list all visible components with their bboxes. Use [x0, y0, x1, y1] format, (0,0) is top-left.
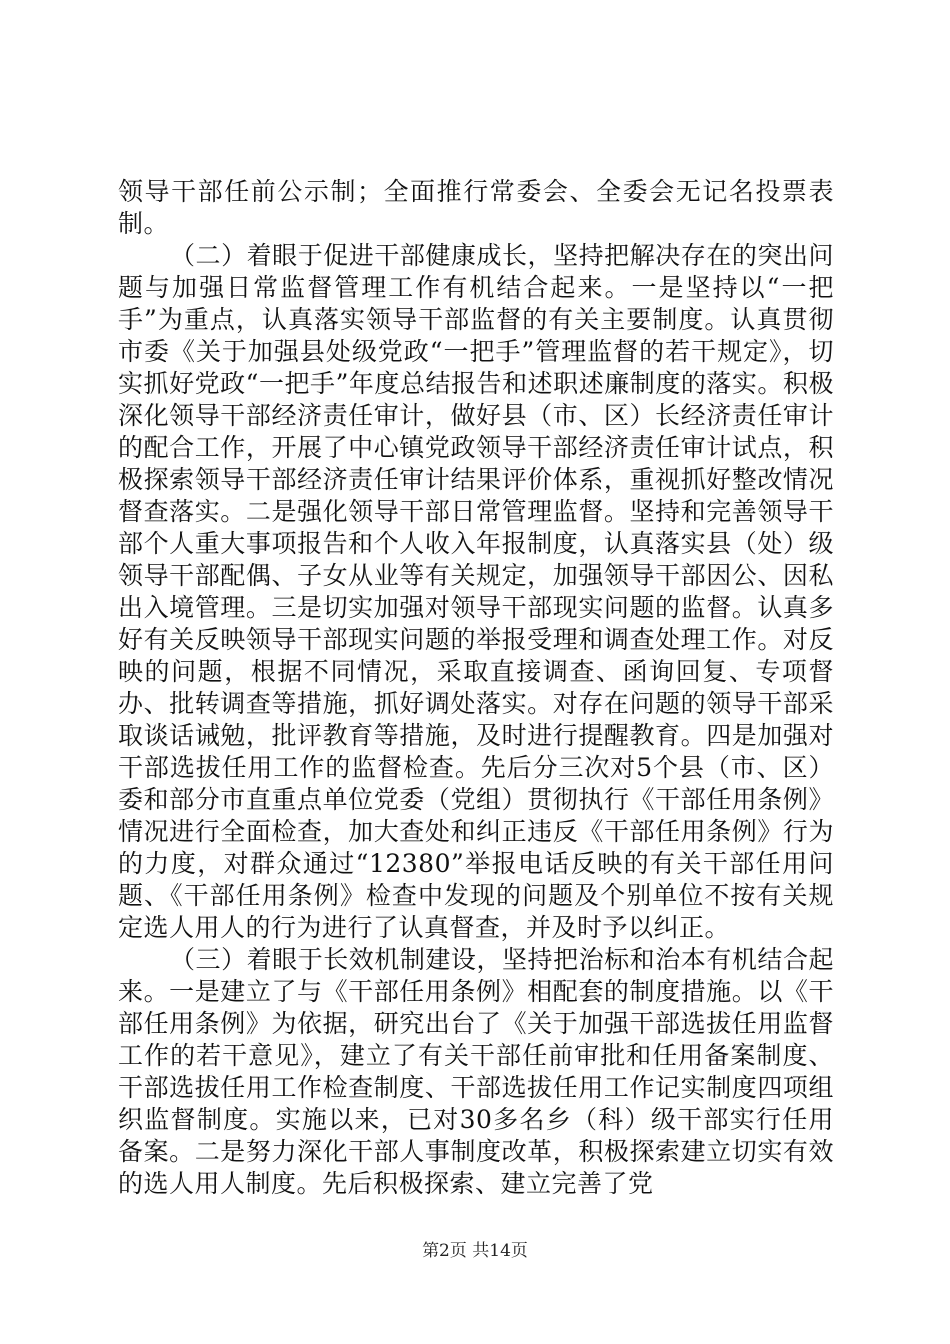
document-body	[118, 176, 834, 1200]
page-number-label: 第2页 共14页	[422, 1241, 528, 1261]
paragraph-1: 领导干部任前公示制；全面推行常委会、全委会无记名投票表制。	[118, 177, 834, 238]
paragraph-2: （二）着眼于促进干部健康成长，坚持把解决存在的突出问题与加强日常监督管理工作有机结合起来。一是坚持以“一把手”为重点，认真落实领导干部监督的有关主要制度。认真贯彻市委《关于加强县处级党政“一把手”管理监督的若干规定》，切实抓好党政“一把手”年度总结报告和述职述廉制度的落实。积极深化领导干部经济责任审计，做好县（市、区）长经济责任审计的配合工作，开展了中心镇党政领导干部经济责任审计试点，积极探索领导干部经济责任审计结果评价体系，重视抓好整改情况督查落实。二是强化领导干部日常管理监督。坚持和完善领导干部个人重大事项报告和个人收入年报制度，认真落实县（处）级领导干部配偶、子女从业等有关规定，加强领导干部因公、因私出入境管理。三是切实加强对领导干部现实问题的监督。认真多好有关反映领导干部现实问题的举报受理和调查处理工作。对反映的问题，根据不同情况，采取直接调查、函询回复、专项督办、批转调查等措施，抓好调处落实。对存在问题的领导干部采取谈话诫勉，批评教育等措施，及时进行提醒教育。四是加强对干部选拔任用工作的监督检查。先后分三次对5个县（市、区）委和部分市直重点单位党委（党组）贯彻执行《干部任用条例》情况进行全面检查，加大查处和纠正违反《干部任用条例》行为的力度，对群众通过“12380”举报电话反映的有关干部任用问题、《干部任用条例》检查中发现的问题及个别单位不按有关规定选人用人的行为进行了认真督查，并及时予以纠正。	[118, 241, 834, 942]
page-footer	[0, 1241, 950, 1261]
paragraph-3: （三）着眼于长效机制建设，坚持把治标和治本有机结合起来。一是建立了与《干部任用条例》相配套的制度措施。以《干部任用条例》为依据，研究出台了《关于加强干部选拔任用监督工作的若干意见》，建立了有关干部任前审批和任用备案制度、干部选拔任用工作检查制度、干部选拔任用工作记实制度四项组织监督制度。实施以来，已对30多名乡（科）级干部实行任用备案。二是努力深化干部人事制度改革，积极探索建立切实有效的选人用人制度。先后积极探索、建立完善了党	[118, 945, 834, 1198]
